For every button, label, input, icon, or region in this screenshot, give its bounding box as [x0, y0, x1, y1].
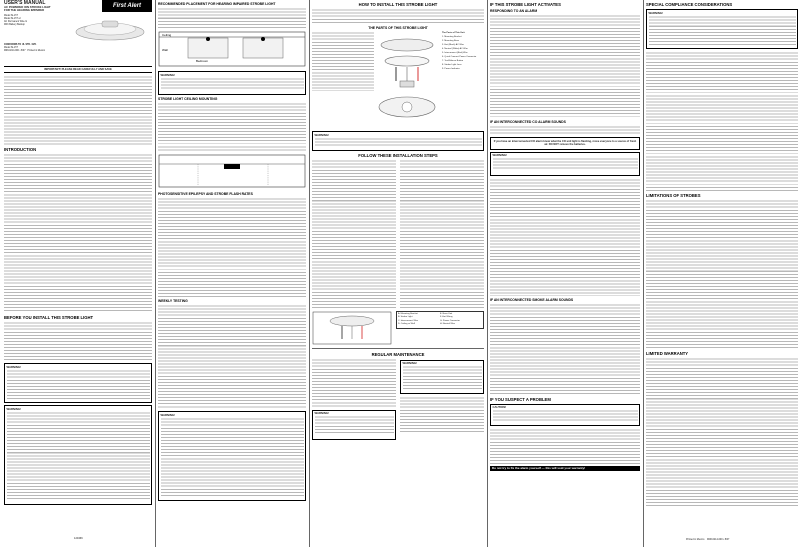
wall-label: Wall	[162, 48, 168, 52]
warning-box	[312, 131, 484, 151]
part-item: 8. Strobe Light Lens	[442, 64, 462, 66]
column-divider	[487, 0, 488, 547]
legend-item: G. Power Connector	[440, 319, 460, 322]
smoke-alarm-heading: IF AN INTERCONNECTED SMOKE ALARM SOUNDS	[490, 297, 574, 302]
before-install-body	[4, 321, 152, 361]
wiring-diagram	[312, 311, 392, 345]
wiring-diagram-section	[312, 311, 484, 345]
introduction-heading: INTRODUCTION	[4, 147, 37, 153]
warning-label: WARNING!	[402, 361, 417, 366]
how-to-install-intro	[312, 8, 484, 24]
install-steps-left	[312, 159, 396, 309]
warning-box	[646, 9, 798, 49]
weekly-testing-heading: WEEKLY TESTING	[158, 299, 188, 304]
column-divider	[155, 0, 156, 547]
footer-code: M08-0214-000 • 8/07	[707, 538, 730, 541]
brand-logo: First Alert	[102, 0, 152, 12]
warning-label: WARNING!	[314, 132, 329, 137]
strobe-product-image	[74, 16, 146, 42]
column-divider	[309, 0, 310, 547]
part-item: 6. Quick Connect Power Connector	[442, 56, 477, 58]
model-line: Model SL177i-LI	[4, 17, 21, 20]
important-notice: IMPORTANT! PLEASE READ CAREFULLY AND SAVE	[4, 66, 152, 73]
limitations-heading: LIMITATIONS OF STROBES	[646, 193, 701, 199]
parts-heading: THE PARTS OF THIS STROBE LIGHT	[368, 26, 428, 30]
warning-box	[490, 152, 640, 176]
ceiling-mounting-heading: STROBE LIGHT CEILING MOUNTING	[158, 97, 218, 102]
weekly-testing-body	[158, 304, 306, 409]
epilepsy-heading: PHOTOSENSITIVE EPILEPSY AND STROBE FLASH RATES	[158, 192, 253, 197]
warning-label: CAUTION!	[492, 405, 507, 410]
warning-box	[400, 360, 484, 394]
printed-in: Printed in Mexico	[27, 50, 46, 53]
column-1	[4, 0, 152, 540]
warning-box	[312, 410, 396, 440]
column-divider	[643, 0, 644, 547]
co-alarm-heading: IF AN INTERCONNECTED CO ALARM SOUNDS	[490, 120, 566, 124]
limited-warranty-body	[646, 357, 798, 507]
legend-item: F. Hot Wiring	[440, 316, 453, 319]
limitations-body	[646, 199, 798, 349]
legend-item: C. Interconnect Wire	[398, 319, 418, 322]
page-footer	[686, 538, 729, 541]
model-line: With Battery Backup	[4, 23, 25, 26]
special-compliance-body	[646, 51, 798, 191]
column-2	[158, 0, 306, 503]
activates-heading: IF THIS STROBE LIGHT ACTIVATES	[490, 2, 561, 7]
warning-label: WARNING!	[160, 72, 175, 77]
release-code: M08-0214-000 • 8/07	[4, 50, 26, 53]
special-compliance-heading: SPECIAL COMPLIANCE CONSIDERATIONS	[646, 2, 733, 7]
placement-diagram	[158, 31, 306, 67]
legend-item: E. Base Unit	[440, 313, 453, 316]
part-item: 9. Power Indicator	[442, 68, 460, 70]
model-line: Model SL177i	[4, 14, 19, 17]
warning-label: WARNING!	[492, 153, 507, 158]
legend-item: D. Ceiling or Wall	[398, 323, 415, 326]
part-item: 1. Mounting Bracket	[442, 36, 462, 38]
legend-item: A. Mounting Bracket	[398, 313, 418, 316]
placement-body	[158, 7, 306, 29]
installation-steps-heading: FOLLOW THESE INSTALLATION STEPS	[358, 153, 438, 159]
limited-warranty-heading: LIMITED WARRANTY	[646, 351, 689, 357]
model-line: AC Permanent Wire-In	[4, 20, 28, 23]
part-item: 2. Mounting Base	[442, 40, 460, 42]
warning-box	[490, 404, 640, 426]
manual-header	[4, 0, 152, 44]
wiring-legend	[396, 311, 484, 329]
co-alarm-body	[490, 178, 640, 296]
ceiling-mounting-body	[158, 102, 306, 152]
suspect-problem-body	[490, 428, 640, 464]
legend-item: H. Neutral Wire	[440, 323, 455, 326]
placement-heading: RECOMMENDED PLACEMENT FOR HEARING IMPAIRED STROBE LIGHT	[158, 2, 276, 6]
intro-text-block	[4, 75, 152, 145]
footer-printed: Printed in Mexico	[686, 538, 705, 541]
maintenance-steps	[400, 396, 484, 432]
warning-box	[4, 405, 152, 505]
column-4	[490, 0, 640, 471]
part-item: 5. Interconnect (Red) Wire	[442, 52, 468, 54]
manual-subtitle-2: FOR THE HEARING IMPAIRED	[4, 8, 45, 13]
part-item: 3. Hot (Black) AC Wire	[442, 44, 464, 46]
warning-label: WARNING!	[6, 406, 21, 411]
parts-section	[312, 31, 484, 129]
warning-box	[158, 71, 306, 95]
responding-subheading: RESPONDING TO AN ALARM	[490, 9, 538, 13]
conforms-text: CONFORMS TO UL STD. 1971	[4, 44, 37, 46]
parts-body	[312, 31, 374, 91]
do-not-fix-banner: Do not try to fix the alarm yourself — this will void your warranty!	[490, 466, 640, 471]
warning-box	[4, 363, 152, 403]
model-number: Model SL177i	[4, 47, 19, 50]
warning-label: WARNING!	[314, 411, 329, 416]
warning-label: WARNING!	[6, 364, 21, 369]
ceiling-label: Ceiling	[162, 32, 172, 37]
parts-list	[442, 31, 484, 71]
manual-subtitle-1: AC POWERED ION STROKE LIGHT	[4, 5, 51, 9]
responding-body	[490, 14, 640, 118]
smoke-alarm-body	[490, 303, 640, 395]
before-install-heading: BEFORE YOU INSTALL THIS STROBE LIGHT	[4, 315, 94, 321]
bedroom-label: Bedroom	[196, 59, 209, 63]
how-to-install-heading: HOW TO INSTALL THIS STROBE LIGHT	[358, 2, 438, 7]
legend-item: B. Strobe Light	[398, 316, 413, 319]
manual-title: USER'S MANUAL	[4, 0, 46, 6]
ceiling-mounting-diagram	[158, 154, 306, 188]
introduction-body	[4, 153, 152, 313]
parts-list-heading: The Parts of This Unit	[442, 32, 465, 34]
warning-label: WARNING!	[648, 10, 663, 15]
part-item: 7. Test/Silence Button	[442, 60, 464, 62]
parts-diagram	[376, 33, 438, 125]
column-5	[646, 0, 798, 541]
suspect-problem-heading: IF YOU SUSPECT A PROBLEM	[490, 396, 551, 402]
warning-box	[158, 411, 306, 501]
part-item: 4. Neutral (White) AC Wire	[442, 48, 468, 50]
epilepsy-body	[158, 197, 306, 297]
page-code: 120466	[74, 537, 83, 540]
column-3	[312, 0, 484, 442]
co-alarm-notice: If you have an interconnected CO alarm know what the CO unit light is flashing, move everyone to a source of fresh air. DO NOT remove the batteries.	[490, 137, 640, 150]
install-steps-right	[400, 159, 484, 309]
warning-label: WARNING!	[160, 412, 175, 417]
regular-maintenance-heading: REGULAR MAINTENANCE	[371, 351, 425, 357]
maintenance-body	[312, 358, 396, 408]
